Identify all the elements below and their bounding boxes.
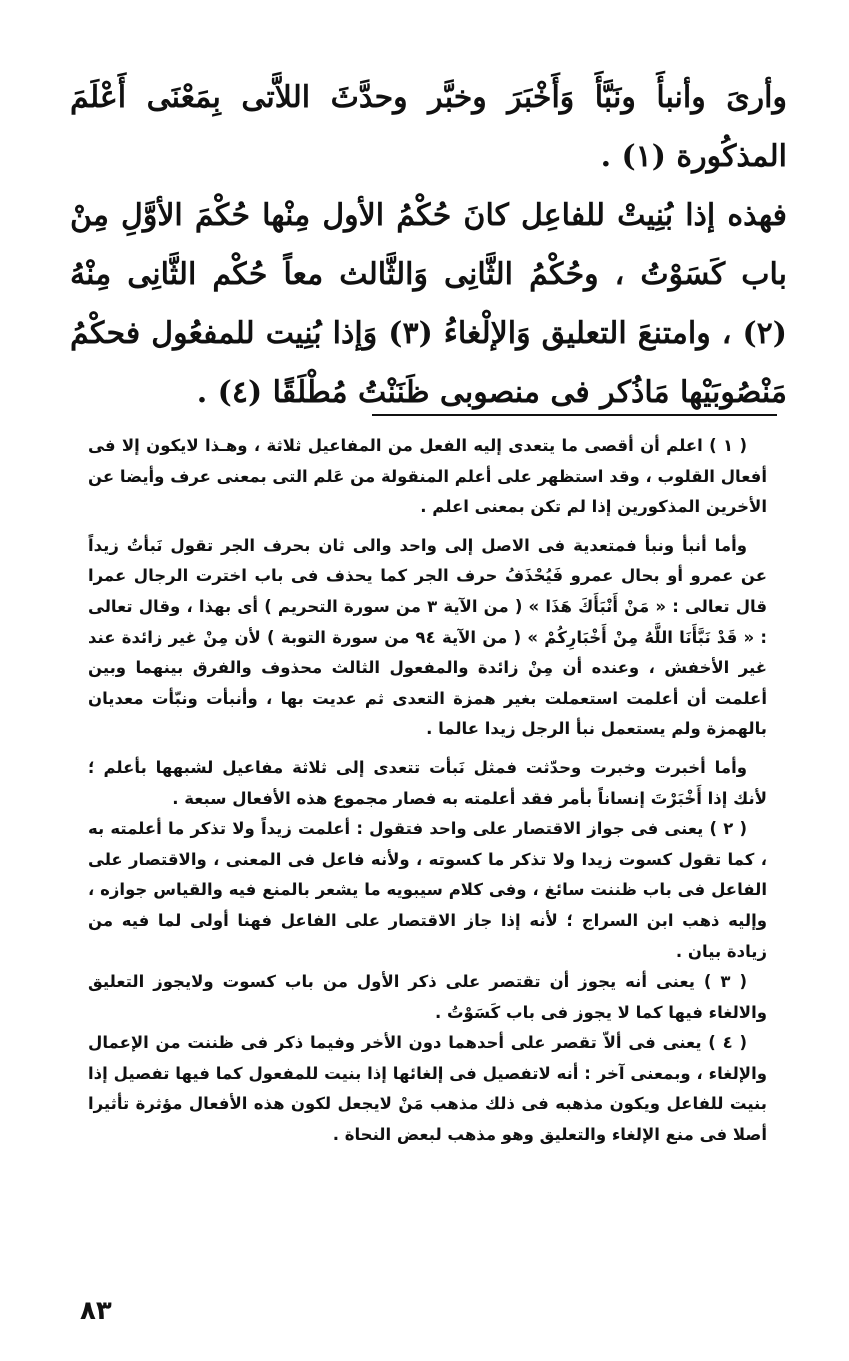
footnote-1-continuation-a: وأما أنبأ ونبأ فمتعدية فى الاصل إلى واحد والى ثان بحرف الجر تقول نَبأتُ زيداً عن عمرو أو بحال عمرو فَيُحْذَفُ حرف الجر كما يحذف فى باب اخترت الرجال عمرا قال تعالى : « مَنْ أَنْبَأَكَ هَذَا » ( من الآية ٣ من سورة التحريم ) أى بهذا ، وقال تعالى : « قَدْ نَبَّأَنَا اللَّهُ مِنْ أَخْبَارِكُمْ » ( من الآية ٩٤ من سورة التوبة ) لأن مِنْ غير زائدة عند غير الأخفش ، وعنده أن مِنْ زائدة والمفعول الثالث محذوف والفرق بينهما وبين أعلمت أن أعلمت استعملت بغير همزة التعدى ثم عديت بها ، وأنبأت ونبّأت معديان بالهمزة ولم يستعمل نبأ الرجل زيدا عالما . — [88, 535, 768, 739]
page-number: ٨٣ — [80, 1296, 112, 1326]
main-paragraph-1: وأرىَ وأنبأَ ونَبَّأَ وَأَخْبَرَ وخبَّر وحدَّثَ اللاَّتى بِمَعْنَى أَعْلَمَ المذكُورة (١) . — [70, 80, 787, 174]
footnotes-block — [88, 431, 767, 1151]
footnote-2: ( ٢ ) يعنى فى جواز الاقتصار على واحد فتقول : أعلمت زيداً ولا تذكر ما أعلمته به ، كما تقول كسوت زيدا ولا تذكر ما كسوته ، ولأنه فاعل فى المعنى ، والاقتصار على الفاعل فى باب ظننت سائغ ، وفى كلام سيبويه ما يشعر بالمنع فيه والقياس جوازه ، وإليه ذهب ابن السراج ؛ لأنه إذا جاز الاقتصار على الفاعل فهنا أولى لما فيه من زيادة بيان . — [88, 819, 767, 961]
main-text-block — [70, 68, 787, 422]
footnote-1: ( ١ ) اعلم أن أقصى ما يتعدى إليه الفعل من المفاعيل ثلاثة ، وهـذا لايكون إلا فى أفعال القلوب ، وقد استظهر على أعلم المنقولة من عَلم التى بمعنى عرف وأيضا عن الأخرين المذكورين إذا لم تكن بمعنى اعلم . — [88, 436, 767, 517]
footnote-divider — [372, 414, 777, 416]
footnote-3: ( ٣ ) يعنى أنه يجوز أن تقتصر على ذكر الأول من باب كسوت ولايجوز التعليق والالغاء فيها كما لا يجوز فى باب كَسَوْتُ . — [88, 972, 767, 1022]
main-paragraph-2: فهذه إذا بُنِيتْ للفاعِل كانَ حُكْمُ الأول مِنْها حُكْمَ الأوَّلِ مِنْ باب كَسَوْتُ ، وحُكْمُ الثَّانِى وَالثَّالث معاً حُكْم الثَّانِى مِنْهُ (٢) ، وامتنعَ التعليق وَالإلْغاءُ (٣) وَإذا بُنِيت للمفعُول فحكْمُ مَنْصُوبَيْها مَاذُكر فى منصوبى ظَنَنْتُ مُطْلَقًا (٤) . — [70, 198, 787, 410]
footnote-1-continuation-b: وأما أخبرت وخبرت وحدّثت فمثل نَبأت تتعدى إلى ثلاثة مفاعيل لشبهها بأعلم ؛ لأنك إذا أَخْبَرْتَ إنساناً بأمر فقد أعلمته به فصار مجموع هذه الأفعال سبعة . — [88, 757, 767, 808]
footnote-4: ( ٤ ) يعنى فى ألاّ تقصر على أحدهما دون الأخر وفيما ذكر فى ظننت من الإعمال والإلغاء ، وبمعنى آخر : أنه لاتفصيل فى إلغائها إذا بنيت للمفعول كما فيها تفصيل إذا بنيت للفاعل ويكون مذهبه فى ذلك مذهب مَنْ لايجعل لكون هذه الأفعال مؤثرة تأثيرا أصلا فى منع الإلغاء والتعليق وهو مذهب لبعض النحاة . — [88, 1033, 767, 1145]
